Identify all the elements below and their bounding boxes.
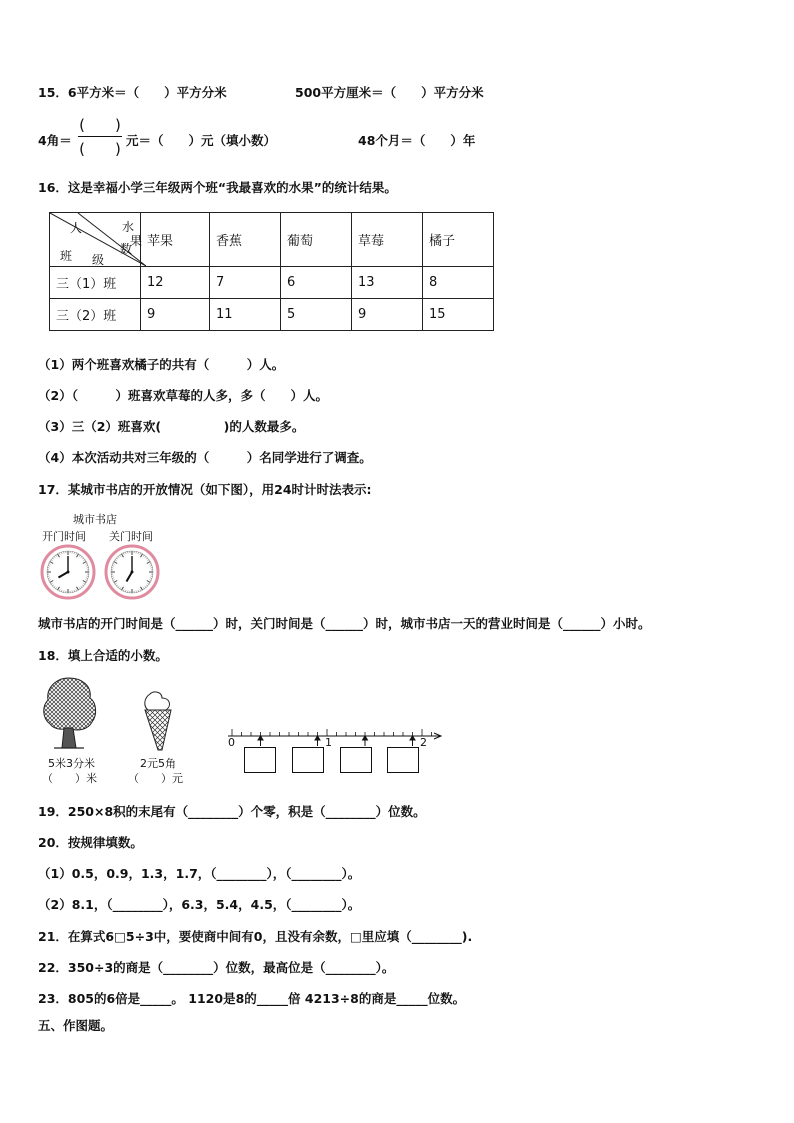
q21-line: 21．在算式6□5÷3中，要使商中间有0，且没有余数，□里应填（________). [38, 929, 473, 944]
table-cell: 8 [423, 267, 494, 299]
table-cell: 5 [281, 299, 352, 331]
number-line [220, 726, 444, 746]
q15-part-a: 15．6平方米＝（ ）平方分米 [38, 85, 227, 100]
q22-line: 22．350÷3的商是（________）位数，最高位是（________）。 [38, 960, 395, 975]
q15-part-c: 元＝（ ）元（填小数） [126, 133, 277, 148]
table-cell: 13 [352, 267, 423, 299]
answer-box-4[interactable] [387, 747, 419, 773]
axis-label-2: 2 [420, 736, 427, 749]
table-cell: 9 [141, 299, 210, 331]
tree-caption: 5米3分米 [48, 757, 95, 770]
ice-cream-answer-blank[interactable]: （ ）元 [128, 772, 183, 785]
number-line-pointer-head [258, 736, 263, 740]
header-shui: 水 [122, 220, 135, 234]
column-header-apple: 苹果 [141, 213, 210, 267]
tree-icon [40, 676, 98, 750]
q17-stem: 17．某城市书店的开放情况（如下图），用24时计时法表示: [38, 482, 372, 497]
q19-line: 19．250×8积的末尾有（________）个零，积是（________）位数。 [38, 804, 426, 819]
row-label: 三（2）班 [50, 299, 141, 331]
answer-box-1[interactable] [244, 747, 276, 773]
open-time-label: 开门时间 [42, 530, 86, 543]
table-header-corner [50, 213, 141, 267]
answer-box-2[interactable] [292, 747, 324, 773]
header-guo: 果 [130, 234, 143, 248]
number-line-pointer-head [315, 736, 320, 740]
q20-stem: 20．按规律填数。 [38, 835, 143, 850]
fraction-denominator[interactable]: ( ) [79, 140, 121, 158]
ice-cream-icon [140, 690, 176, 752]
q15-prefix-c: 4角＝ [38, 133, 72, 148]
table-cell: 12 [141, 267, 210, 299]
axis-label-0: 0 [228, 736, 235, 749]
q20-sub2: （2）8.1，（________），6.3，5.4，4.5，（________）。 [38, 897, 361, 912]
q16-sub1: （1）两个班喜欢橘子的共有（ ）人。 [38, 357, 285, 372]
ice-cream-caption: 2元5角 [140, 757, 176, 770]
header-ban: 班 [60, 249, 73, 263]
row-label: 三（1）班 [50, 267, 141, 299]
fraction-bar [78, 136, 122, 137]
q20-sub1: （1）0.5，0.9，1.3，1.7，（________），（________）。 [38, 866, 361, 881]
axis-label-1: 1 [325, 736, 332, 749]
fraction-numerator[interactable]: ( ) [79, 116, 121, 134]
q15-fraction [78, 114, 122, 160]
table-cell: 7 [210, 267, 281, 299]
column-header-grape: 葡萄 [281, 213, 352, 267]
table-cell: 6 [281, 267, 352, 299]
q16-stem: 16．这是幸福小学三年级两个班“我最喜欢的水果”的统计结果。 [38, 180, 397, 195]
header-shu: 数 [120, 242, 133, 256]
column-header-strawberry: 草莓 [352, 213, 423, 267]
answer-box-3[interactable] [340, 747, 372, 773]
number-line-pointer-head [410, 736, 415, 740]
table-cell: 11 [210, 299, 281, 331]
q16-sub2: （2）（ ）班喜欢草莓的人多，多（ ）人。 [38, 388, 328, 403]
open-clock-icon [40, 544, 96, 600]
close-clock-icon [104, 544, 160, 600]
q18-stem: 18．填上合适的小数。 [38, 648, 168, 663]
table-row [50, 267, 494, 299]
column-header-banana: 香蕉 [210, 213, 281, 267]
fruit-table [49, 212, 494, 331]
table-row [50, 299, 494, 331]
q15-part-b: 500平方厘米＝（ ）平方分米 [295, 85, 484, 100]
q16-sub3: （3）三（2）班喜欢( )的人数最多。 [38, 419, 305, 434]
table-cell: 9 [352, 299, 423, 331]
number-line-pointer-head [363, 736, 368, 740]
tree-answer-blank[interactable]: （ ）米 [42, 772, 97, 785]
q16-sub4: （4）本次活动共对三年级的（ ）名同学进行了调查。 [38, 450, 372, 465]
q17-line: 城市书店的开门时间是（______）时，关门时间是（______）时，城市书店一天的营业时间是（______）小时。 [38, 616, 651, 631]
store-name: 城市书店 [73, 513, 117, 526]
table-cell: 15 [423, 299, 494, 331]
header-ren: 人 [70, 221, 83, 235]
q23-line: 23．805的6倍是_____。 1120是8的_____倍 4213÷8的商是_____位数。 [38, 991, 466, 1006]
close-time-label: 关门时间 [109, 530, 153, 543]
header-ji: 级 [92, 253, 105, 267]
section-5-title: 五、作图题。 [38, 1018, 114, 1033]
q15-part-d: 48个月＝（ ）年 [358, 133, 476, 148]
column-header-orange: 橘子 [423, 213, 494, 267]
